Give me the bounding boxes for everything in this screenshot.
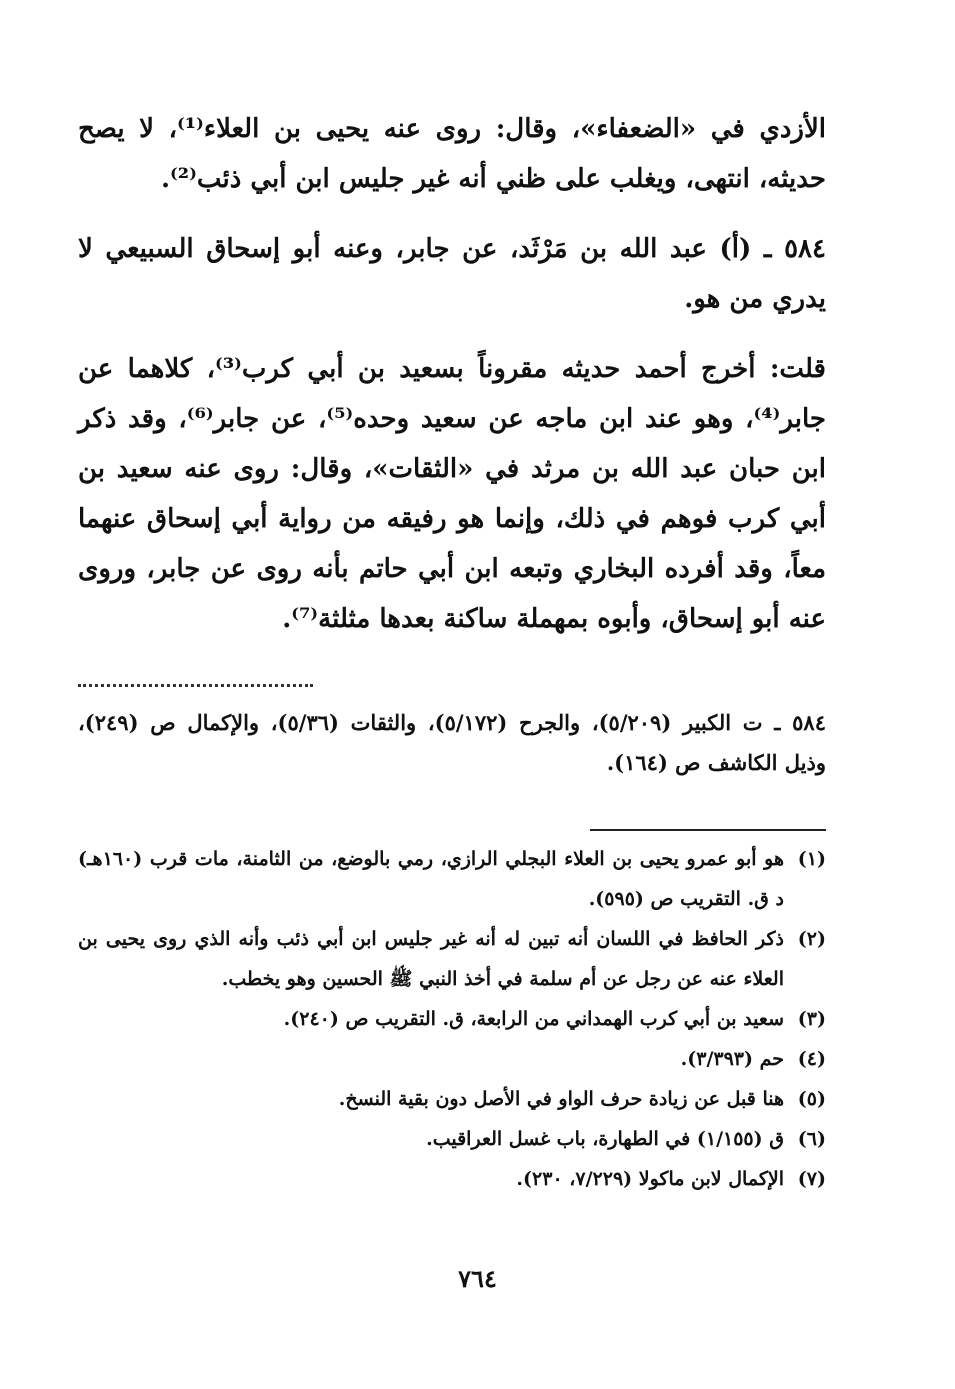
footnote-item <box>78 1039 826 1079</box>
footnote-text: سعيد بن أبي كرب الهمداني من الرابعة، ق. التقريب ص (٢٤٠). <box>283 1008 784 1030</box>
main-text <box>78 104 826 644</box>
footnote-text: الإكمال لابن ماكولا (٧/٢٢٩، ٢٣٠). <box>516 1168 784 1190</box>
footnote-item <box>78 999 826 1039</box>
book-page <box>78 104 826 1199</box>
page-number: ٧٦٤ <box>458 1264 497 1293</box>
footnote-text: ذكر الحافظ في اللسان أنه تبين له أنه غير جليس ابن أبي ذئب وأنه الذي روى يحيى بن العلاء عنه عن رجل عن أم سلمة في أخذ النبي ﷺ الحسين وهو يخطب. <box>78 928 784 990</box>
footnote-number: (٢) <box>797 928 826 950</box>
footnote-number: (٦) <box>797 1128 826 1150</box>
footnote-number: (٥) <box>797 1088 826 1110</box>
footnote-item <box>78 839 826 919</box>
footnote-divider <box>590 829 826 831</box>
footnote-text: هو أبو عمرو يحيى بن العلاء البجلي الرازي، رمي بالوضع، من الثامنة، مات قرب (١٦٠هـ) د ق. التقريب ص (٥٩٥). <box>78 848 784 910</box>
footnote-item <box>78 1119 826 1159</box>
footnotes <box>78 839 826 1199</box>
footnote-text: حم (٣/٣٩٣). <box>680 1048 784 1070</box>
paragraph-1: الأزدي في «الضعفاء»، وقال: روى عنه يحيى بن العلاء⁽¹⁾، لا يصح حديثه، انتهى، ويغلب على ظني أنه غير جليس ابن أبي ذئب⁽²⁾. <box>78 114 826 194</box>
paragraph-3: قلت: أخرج أحمد حديثه مقروناً بسعيد بن أبي كرب⁽³⁾، كلاهما عن جابر⁽⁴⁾، وهو عند ابن ماجه عن سعيد وحده⁽⁵⁾، عن جابر⁽⁶⁾، وقد ذكر ابن حبان عبد الله بن مرثد في «الثقات»، وقال: روى عنه سعيد بن أبي كرب فوهم في ذلك، وإنما هو رفيقه من رواية أبي إسحاق عنهما معاً، وقد أفرده البخاري وتبعه ابن أبي حاتم بأنه روى عن جابر، وروى عنه أبو إسحاق، وأبوه بمهملة ساكنة بعدها مثلثة⁽⁷⁾. <box>78 354 826 634</box>
footnote-text: هنا قبل عن زيادة حرف الواو في الأصل دون بقية النسخ. <box>338 1088 784 1110</box>
footnote-number: (٤) <box>797 1048 826 1070</box>
footnote-number: (١) <box>797 848 826 870</box>
footnote-item <box>78 1159 826 1199</box>
footnote-text: ق (١/١٥٥) في الطهارة، باب غسل العراقيب. <box>426 1128 784 1150</box>
footnote-number: (٧) <box>797 1168 826 1190</box>
footnote-item <box>78 1079 826 1119</box>
entry-584-heading: ٥٨٤ ـ (أ) عبد الله بن مَرْثَد، عن جابر، وعنه أبو إسحاق السبيعي لا يدري من هو. <box>78 234 826 314</box>
dotted-separator <box>78 684 313 691</box>
footnote-number: (٣) <box>797 1008 826 1030</box>
footnote-item <box>78 919 826 999</box>
source-references: ٥٨٤ ـ ت الكبير (٥/٢٠٩)، والجرح (٥/١٧٢)، والثقات (٥/٣٦)، والإكمال ص (٢٤٩)، وذيل الكاشف ص (١٦٤). <box>78 710 826 775</box>
